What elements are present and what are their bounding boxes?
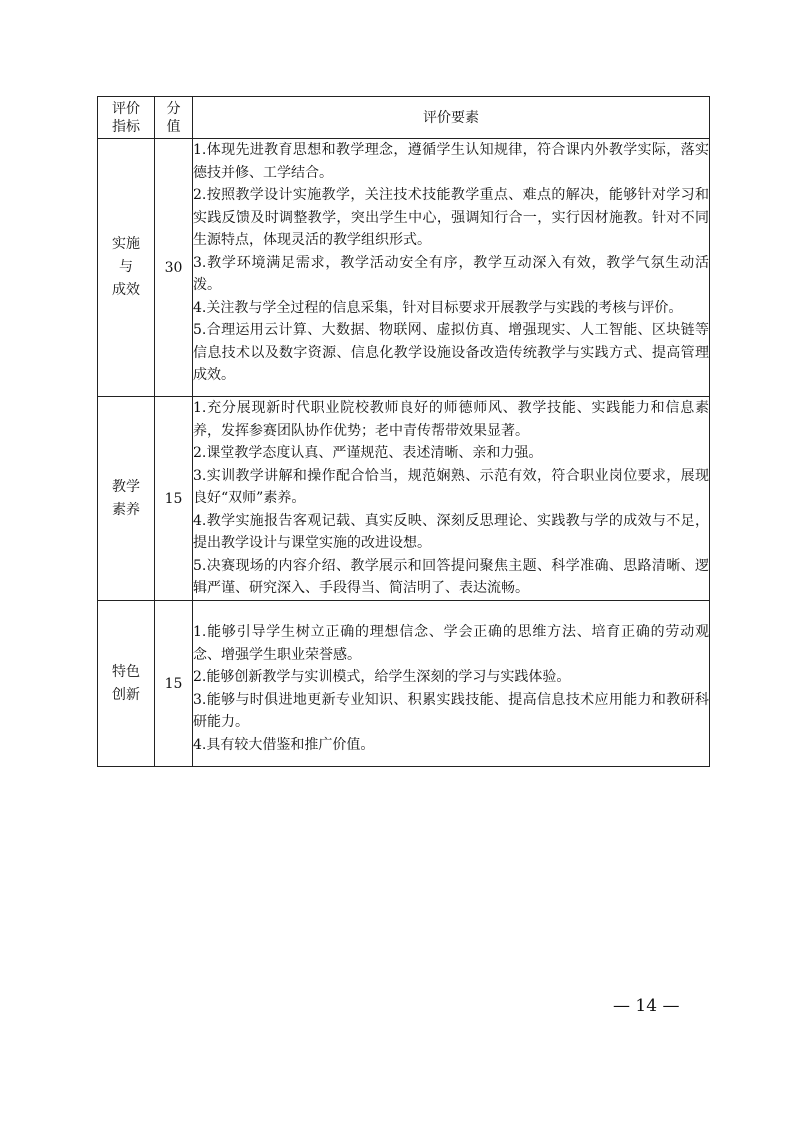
element-item: 4.教学实施报告客观记载、真实反映、深刻反思理论、实践教与学的成效与不足，提出教学设计与课堂实施的改进设想。 <box>193 512 709 551</box>
table-row <box>98 397 710 601</box>
element-item: 4.具有较大借鉴和推广价值。 <box>193 736 375 753</box>
evaluation-table <box>97 96 710 767</box>
element-item: 2.按照教学设计实施教学，关注技术技能教学重点、难点的解决，能够针对学习和实践反馈及时调整教学，突出学生中心，强调知行合一，实行因材施教。针对不同生源特点，体现灵活的教学组织形式。 <box>193 187 709 248</box>
row-score: 15 <box>155 601 193 767</box>
element-item: 2.能够创新教学与实训模式，给学生深刻的学习与实践体验。 <box>193 669 571 685</box>
element-item: 3.教学环境满足需求，教学活动安全有序，教学互动深入有效，教学气氛生动活泼。 <box>193 254 709 293</box>
element-item: 1.体现先进教育思想和教学理念，遵循学生认知规律，符合课内外教学实际，落实德技并修、工学结合。 <box>193 142 709 181</box>
row-elements <box>193 397 710 601</box>
table-row <box>98 601 710 767</box>
row-score: 30 <box>155 139 193 397</box>
element-item: 5.合理运用云计算、大数据、物联网、虚拟仿真、增强现实、人工智能、区块链等信息技术以及数字资源、信息化教学设施设备改造传统教学与实践方式、提高管理成效。 <box>193 322 709 383</box>
header-score: 分 值 <box>155 97 193 139</box>
element-item: 3.能够与时俱进地更新专业知识、积累实践技能、提高信息技术应用能力和教研科研能力。 <box>193 691 709 730</box>
header-indicator: 评价 指标 <box>98 97 155 139</box>
element-item: 1.能够引导学生树立正确的理想信念、学会正确的思维方法、培育正确的劳动观念、增强学生职业荣誉感。 <box>193 624 709 663</box>
page-number: — 14 — <box>613 996 680 1016</box>
row-indicator: 实施 与 成效 <box>98 139 155 397</box>
element-item: 2.课堂教学态度认真、严谨规范、表述清晰、亲和力强。 <box>193 445 543 461</box>
table-row <box>98 139 710 397</box>
row-elements <box>193 601 710 767</box>
table-header-row <box>98 97 710 139</box>
row-score: 15 <box>155 397 193 601</box>
element-item: 1.充分展现新时代职业院校教师良好的师德师风、教学技能、实践能力和信息素养，发挥参赛团队协作优势；老中青传帮带效果显著。 <box>193 400 709 439</box>
element-item: 3.实训教学讲解和操作配合恰当，规范娴熟、示范有效，符合职业岗位要求，展现良好“双师”素养。 <box>193 467 709 506</box>
row-indicator: 特色 创新 <box>98 601 155 767</box>
element-item: 5.决赛现场的内容介绍、教学展示和回答提问聚焦主题、科学准确、思路清晰、逻辑严谨、研究深入、手段得当、简洁明了、表达流畅。 <box>193 557 709 596</box>
row-elements <box>193 139 710 397</box>
header-elements: 评价要素 <box>193 97 710 139</box>
element-item: 4.关注教与学全过程的信息采集，针对目标要求开展教学与实践的考核与评价。 <box>193 299 683 316</box>
row-indicator: 教学 素养 <box>98 397 155 601</box>
